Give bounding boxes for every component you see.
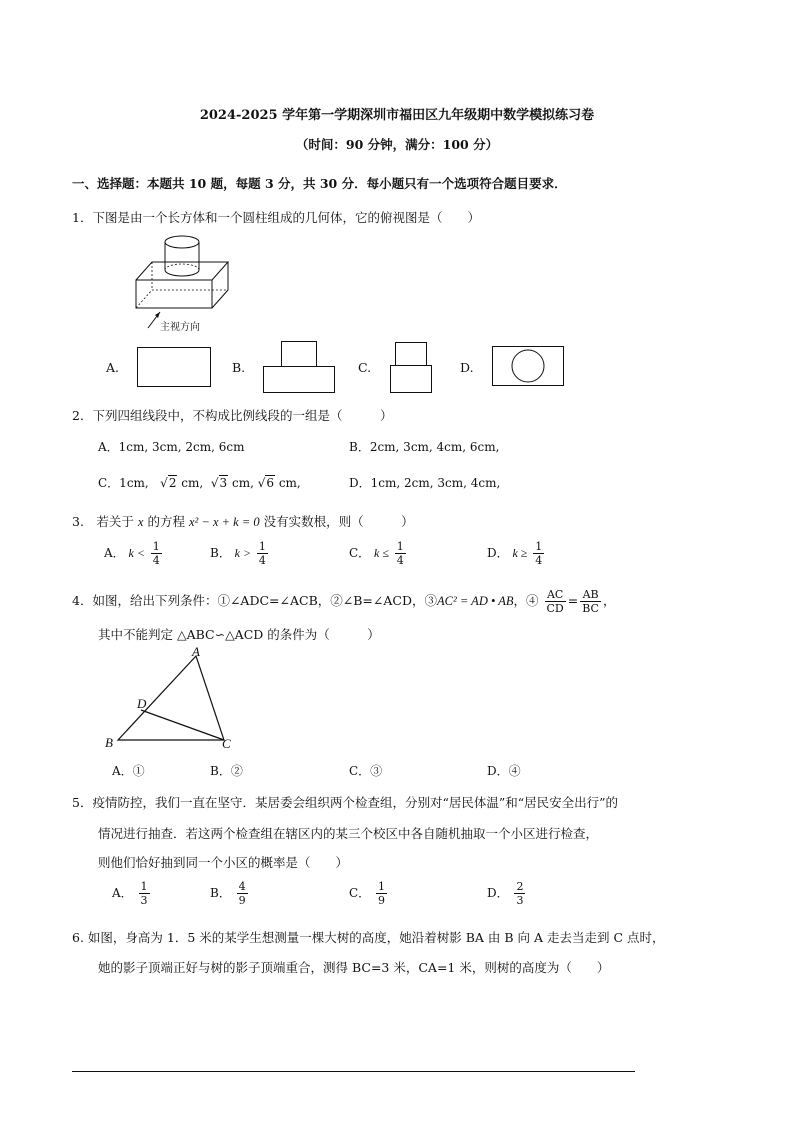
q2-option-d: D．1cm, 2cm, 3cm, 4cm,: [349, 476, 501, 490]
q3-variable: x: [137, 515, 144, 529]
q4-frac2-num: AB: [580, 588, 601, 602]
q3-stem-b: 的方程: [147, 514, 185, 529]
q5-a-label: A．: [112, 886, 133, 900]
q3-d-label: D．: [487, 546, 509, 560]
q5-d-num: 2: [516, 880, 524, 893]
q4-option-a: A．①: [112, 764, 145, 778]
q4-stem-text: 4．如图，给出下列条件：①∠ADC=∠ACB，②∠B=∠ACD，③: [72, 593, 437, 608]
question-1-stem: 1．下图是由一个长方体和一个圆柱组成的几何体，它的俯视图是（ ）: [72, 210, 480, 225]
q5-d-label: D．: [487, 886, 509, 900]
q1-option-c-figure-bottom: [390, 365, 432, 393]
page-subtitle: （时间：90 分钟，满分：100 分）: [295, 137, 499, 152]
q2-option-b: B．2cm, 3cm, 4cm, 6cm,: [349, 440, 500, 454]
q4-frac1-den: CD: [546, 602, 564, 615]
q3-a-den: 4: [152, 554, 160, 567]
q5-c-den: 9: [378, 894, 386, 907]
q3-option-d: [487, 540, 546, 567]
q3-option-b: [210, 540, 270, 567]
view-direction-label: 主视方向: [160, 322, 200, 333]
q4-label-a: A: [192, 644, 200, 659]
q3-b-label: B．: [210, 546, 231, 560]
section-heading: 一、选择题：本题共 10 题，每题 3 分，共 30 分．每小题只有一个选项符合题目要求．: [72, 176, 567, 191]
q5-c-num: 1: [378, 880, 386, 893]
q5-c-label: C．: [349, 886, 371, 900]
q3-c-lhs: k ≤: [374, 546, 389, 560]
q2-option-c: C．1cm, √2 cm, √3 cm, √6 cm,: [98, 476, 301, 490]
q4-option-b: B．②: [210, 764, 243, 778]
q5-option-b: [210, 880, 250, 907]
q2-option-a: A．1cm, 3cm, 2cm, 6cm: [98, 440, 245, 454]
q5-b-num: 4: [238, 880, 246, 893]
page-title: 2024-2025 学年第一学期深圳市福田区九年级期中数学模拟练习卷: [199, 108, 595, 123]
q5-d-den: 3: [516, 894, 524, 907]
footer-rule: [72, 1071, 635, 1072]
q3-c-den: 4: [396, 554, 404, 567]
q3-a-num: 1: [152, 540, 160, 553]
q3-stem-c: 没有实数根，则（ ）: [263, 514, 414, 529]
q2-c-sqrt6: 6: [266, 476, 274, 490]
q3-c-num: 1: [396, 540, 404, 553]
q3-d-den: 4: [535, 554, 543, 567]
question-5-line3: 则他们恰好抽到同一个小区的概率是（ ）: [98, 855, 349, 870]
q1-option-b-label: B.: [232, 360, 246, 375]
q1-option-b-figure-top: [281, 341, 317, 367]
q2-c-sqrt3: 3: [219, 476, 228, 490]
q3-equation: x² − x + k = 0: [188, 515, 260, 529]
q5-b-label: B．: [210, 886, 231, 900]
question-6-line2: 她的影子顶端正好与树的影子顶端重合，测得 BC=3 米，CA=1 米，则树的高度为（ ）: [98, 960, 610, 975]
q3-a-lhs: k <: [128, 546, 145, 560]
q5-a-num: 1: [140, 880, 148, 893]
q1-option-a-label: A.: [106, 360, 120, 375]
q4-frac1-num: AC: [545, 588, 566, 602]
q5-b-den: 9: [238, 894, 246, 907]
question-2-stem: 2．下列四组线段中，不构成比例线段的一组是（ ）: [72, 408, 393, 423]
q3-option-a: [104, 540, 164, 567]
q3-b-num: 1: [258, 540, 266, 553]
q3-d-lhs: k ≥: [512, 546, 528, 560]
q3-stem-a: 3. 若关于: [72, 514, 134, 529]
q4-label-c: C: [222, 736, 231, 751]
q1-option-b-figure-bottom: [263, 366, 335, 393]
q3-c-label: C．: [349, 546, 371, 560]
question-4-stem: 4．如图，给出下列条件：①∠ADC=∠ACB，②∠B=∠ACD，③AC² = AD • AB，④ $\frac{AC}{CD}$ = $\frac{AB}{BC}$ ，: [72, 588, 616, 615]
question-3-stem: [72, 512, 414, 530]
q1-option-d-label: D.: [460, 360, 474, 375]
q3-d-num: 1: [535, 540, 543, 553]
q5-option-c: [349, 880, 389, 907]
q3-a-label: A．: [104, 546, 125, 560]
q1-option-c-label: C.: [358, 360, 372, 375]
q2-c-sqrt2: 2: [168, 476, 177, 490]
q4-frac2-den: BC: [582, 602, 599, 615]
q3-option-c: [349, 540, 408, 567]
q4-cond4-prefix: ，④: [513, 593, 539, 608]
q4-option-d: D．④: [487, 764, 521, 778]
q3-b-lhs: k >: [234, 546, 252, 560]
q2-c-unit1: cm,: [181, 476, 204, 490]
q2-c-unit2: cm,: [231, 476, 254, 490]
q4-label-d: D: [137, 696, 147, 711]
q3-b-den: 4: [258, 554, 266, 567]
q4-option-c: C．③: [349, 764, 383, 778]
q1-option-d-circle: [492, 346, 564, 386]
q1-solid-figure: [130, 232, 240, 332]
q1-option-a-figure: [137, 347, 211, 387]
q5-option-d: [487, 880, 527, 907]
question-6-line1: 6. 如图，身高为 1．5 米的某学生想测量一棵大树的高度，她沿着树影 BA 由 B 向 A 走去当走到 C 点时，: [72, 930, 665, 945]
q2-c-unit3: cm,: [278, 476, 301, 490]
question-5-line1: 5．疫情防控，我们一直在坚守．某居委会组织两个检查组，分别对“居民体温”和“居民安全出行”的: [72, 795, 619, 810]
q2-c-prefix: C．1cm,: [98, 476, 149, 490]
question-5-line2: 情况进行抽查．若这两个检查组在辖区内的某三个校区中各自随机抽取一个小区进行检查，: [98, 826, 599, 841]
question-4-stem-line2: 其中不能判定 △ABC∽△ACD 的条件为（ ）: [98, 627, 380, 642]
q4-label-b: B: [105, 735, 113, 750]
q1-option-c-figure-top: [395, 342, 427, 366]
q5-a-den: 3: [140, 894, 148, 907]
q5-option-a: [112, 880, 152, 907]
q4-condition-3: AC² = AD • AB: [437, 594, 514, 608]
